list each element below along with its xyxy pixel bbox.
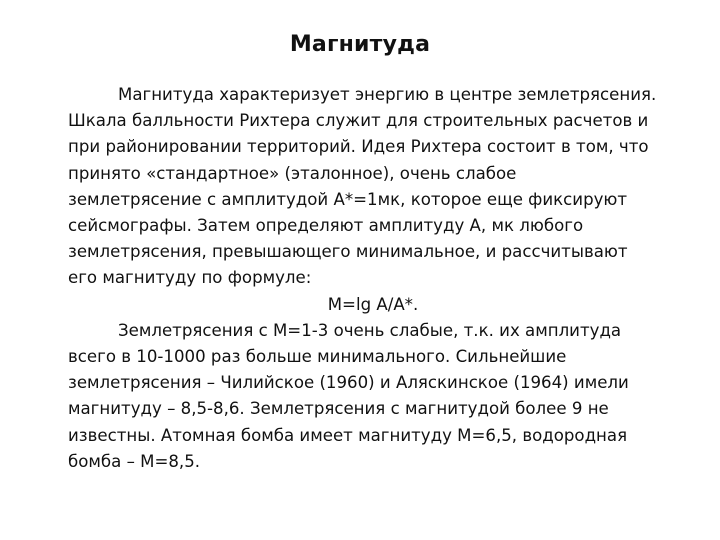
paragraph-1-line-3: при районировании территорий. Идея Рихтера состоит в том, что xyxy=(68,137,649,157)
paragraph-2-line-3: землетрясения – Чилийское (1960) и Аляскинское (1964) имели xyxy=(68,373,629,393)
paragraph-2-line-4: магнитуду – 8,5-8,6. Землетрясения с магнитудой более 9 не xyxy=(68,399,609,419)
paragraph-2-line-6: бомба – М=8,5. xyxy=(68,451,201,471)
slide-title: Магнитуда xyxy=(289,32,431,57)
paragraph-2-line-2: всего в 10-1000 раз больше минимального. Сильнейшие xyxy=(68,347,567,367)
paragraph-1-line-2: Шкала балльности Рихтера служит для строительных расчетов и xyxy=(68,111,649,131)
slide-body xyxy=(68,82,678,475)
paragraph-1-line-6: сейсмографы. Затем определяют амплитуду А, мк любого xyxy=(68,216,584,236)
paragraph-1-line-4: принято «стандартное» (эталонное), очень слабое xyxy=(68,163,517,183)
paragraph-2-line-1: Землетрясения с М=1-3 очень слабые, т.к. их амплитуда xyxy=(118,320,622,340)
paragraph-2-line-5: известны. Атомная бомба имеет магнитуду М=6,5, водородная xyxy=(68,425,628,445)
magnitude-formula: M=lg A/A*. xyxy=(327,294,419,314)
paragraph-1-line-1: Магнитуда характеризует энергию в центре землетрясения. xyxy=(118,85,657,104)
paragraph-1-line-5: землетрясение с амплитудой А*=1мк, которое еще фиксируют xyxy=(68,189,628,209)
paragraph-1-line-8: его магнитуду по формуле: xyxy=(68,268,312,288)
paragraph-1-line-7: землетрясения, превышающего минимальное, и рассчитывают xyxy=(68,242,628,262)
